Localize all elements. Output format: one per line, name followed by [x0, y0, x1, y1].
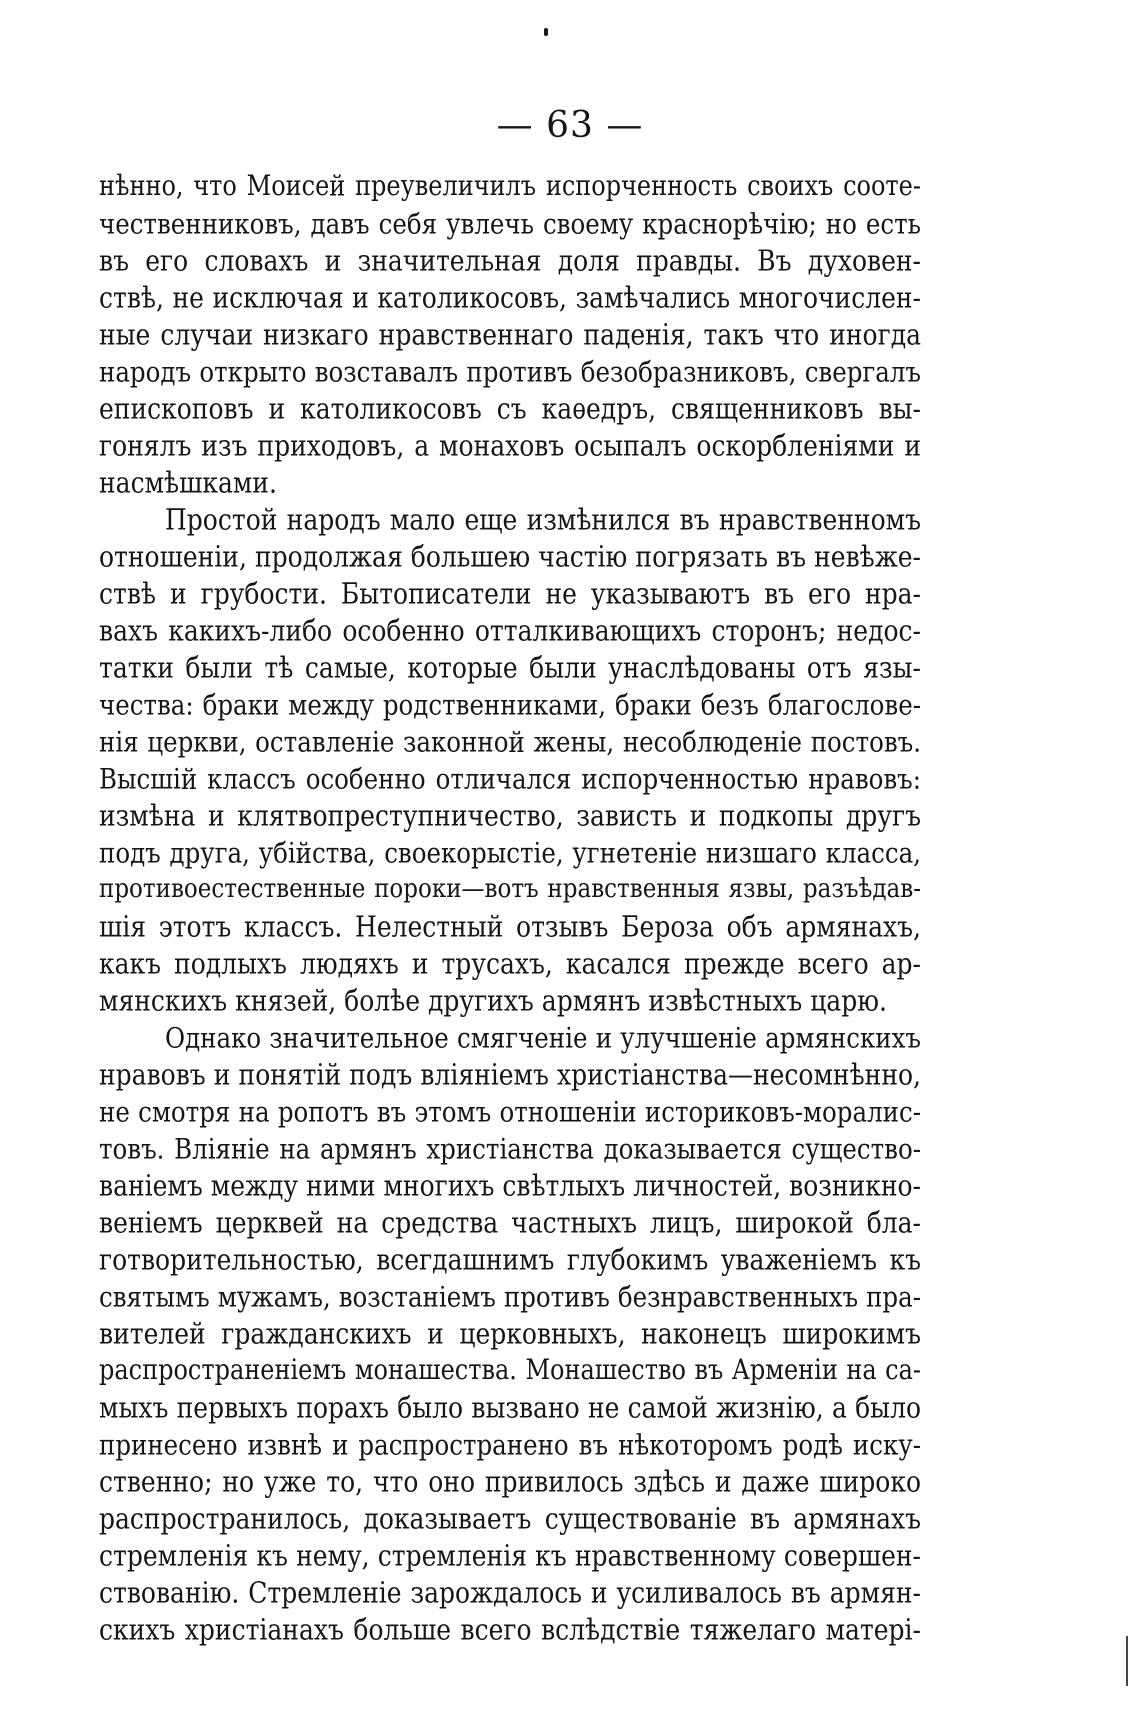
text-line: противоестественные пороки—вотъ нравственныя язвы, разъѣдав- — [99, 873, 921, 904]
text-line: подъ друга, убійства, своекорыстіе, угнетеніе низшаго класса, — [99, 835, 921, 870]
text-line: готворительностью, всегдашнимъ глубокимъ уваженіемъ къ — [99, 1242, 921, 1277]
text-line: народъ открыто возставалъ противъ безобразниковъ, свергалъ — [99, 354, 921, 389]
text-line: вителей гражданскихъ и церковныхъ, наконецъ широкимъ — [99, 1316, 921, 1351]
text-line: мянскихъ князей, болѣе другихъ армянъ извѣстныхъ царю. — [99, 983, 887, 1018]
text-line: святымъ мужамъ, возстаніемъ противъ безнравственныхъ пра- — [99, 1279, 921, 1314]
paragraph-1 — [99, 168, 921, 501]
text-line: не смотря на ропотъ въ этомъ отношеніи историковъ-моралис- — [99, 1094, 921, 1129]
text-line: товъ. Вліяніе на армянъ христіанства доказывается существо- — [99, 1131, 921, 1166]
paragraph-2 — [99, 501, 921, 1019]
text-line: татки были тѣ самые, которые были унаслѣдованы отъ язы- — [99, 650, 921, 685]
text-line: ные случаи низкаго нравственнаго паденія, такъ что иногда — [99, 317, 921, 352]
text-line: веніемъ церквей на средства частныхъ лицъ, широкой бла- — [99, 1205, 921, 1240]
text-line: мыхъ первыхъ порахъ было вызвано не самой жизнію, а было — [99, 1390, 921, 1425]
text-line: ствѣ и грубости. Бытописатели не указываютъ въ его нра- — [99, 576, 921, 611]
text-line: измѣна и клятвопреступничество, зависть и подкопы другъ — [99, 798, 921, 833]
text-line: ствѣ, не исключая и католикосовъ, замѣчались многочислен- — [99, 280, 921, 315]
text-line: какъ подлыхъ людяхъ и трусахъ, касался прежде всего ар- — [99, 946, 921, 981]
text-line: нравовъ и понятій подъ вліяніемъ христіанства—несомнѣнно, — [99, 1057, 921, 1092]
text-line: гонялъ изъ приходовъ, а монаховъ осыпалъ оскорбленіями и — [99, 428, 921, 463]
text-line: ственно; но уже то, что оно привилось здѣсь и даже широко — [99, 1464, 921, 1499]
print-speck — [544, 28, 548, 36]
paragraph-3 — [99, 1019, 921, 1648]
text-line: шія этотъ классъ. Нелестный отзывъ Бероза объ армянахъ, — [99, 909, 921, 944]
scan-edge-mark — [1126, 1636, 1128, 1686]
text-line: ваніемъ между ними многихъ свѣтлыхъ личностей, возникно- — [99, 1168, 921, 1203]
text-line: распространилось, доказываетъ существованіе въ армянахъ — [99, 1501, 921, 1536]
page-number: — 63 — — [496, 105, 644, 146]
text-line: нѣнно, что Моисей преувеличилъ испорченность своихъ сооте- — [99, 169, 921, 203]
text-line: скихъ христіанахъ больше всего вслѣдствіе тяжелаго матері- — [99, 1612, 921, 1647]
text-line: распространеніемъ монашества. Монашество въ Арменіи на са- — [99, 1353, 921, 1387]
text-line: отношеніи, продолжая большею частію погрязать въ невѣже- — [99, 539, 921, 574]
body-text — [99, 168, 921, 1648]
text-line: епископовъ и католикосовъ съ каѳедръ, священниковъ вы- — [99, 391, 921, 426]
text-line: Однако значительное смягченіе и улучшеніе армянскихъ — [165, 1020, 921, 1055]
text-line: вахъ какихъ-либо особенно отталкивающихъ сторонъ; недос- — [99, 613, 921, 648]
text-line: чественниковъ, давъ себя увлечь своему краснорѣчію; но есть — [99, 206, 921, 241]
text-line: принесено извнѣ и распространено въ нѣкоторомъ родѣ иску- — [99, 1427, 921, 1462]
text-line: стремленія къ нему, стремленія къ нравственному совершен- — [99, 1538, 921, 1573]
text-line: Простой народъ мало еще измѣнился въ нравственномъ — [165, 502, 921, 537]
text-line: ствованію. Стремленіе зарождалось и усиливалось въ армян- — [99, 1575, 921, 1610]
text-line: чества: браки между родственниками, браки безъ благослове- — [99, 687, 921, 722]
text-line: въ его словахъ и значительная доля правды. Въ духовен- — [99, 243, 921, 278]
text-line: нія церкви, оставленіе законной жены, несоблюденіе постовъ. — [99, 724, 921, 759]
text-line: насмѣшками. — [99, 465, 277, 500]
text-line: Высшій классъ особенно отличался испорченностью нравовъ: — [99, 761, 921, 796]
